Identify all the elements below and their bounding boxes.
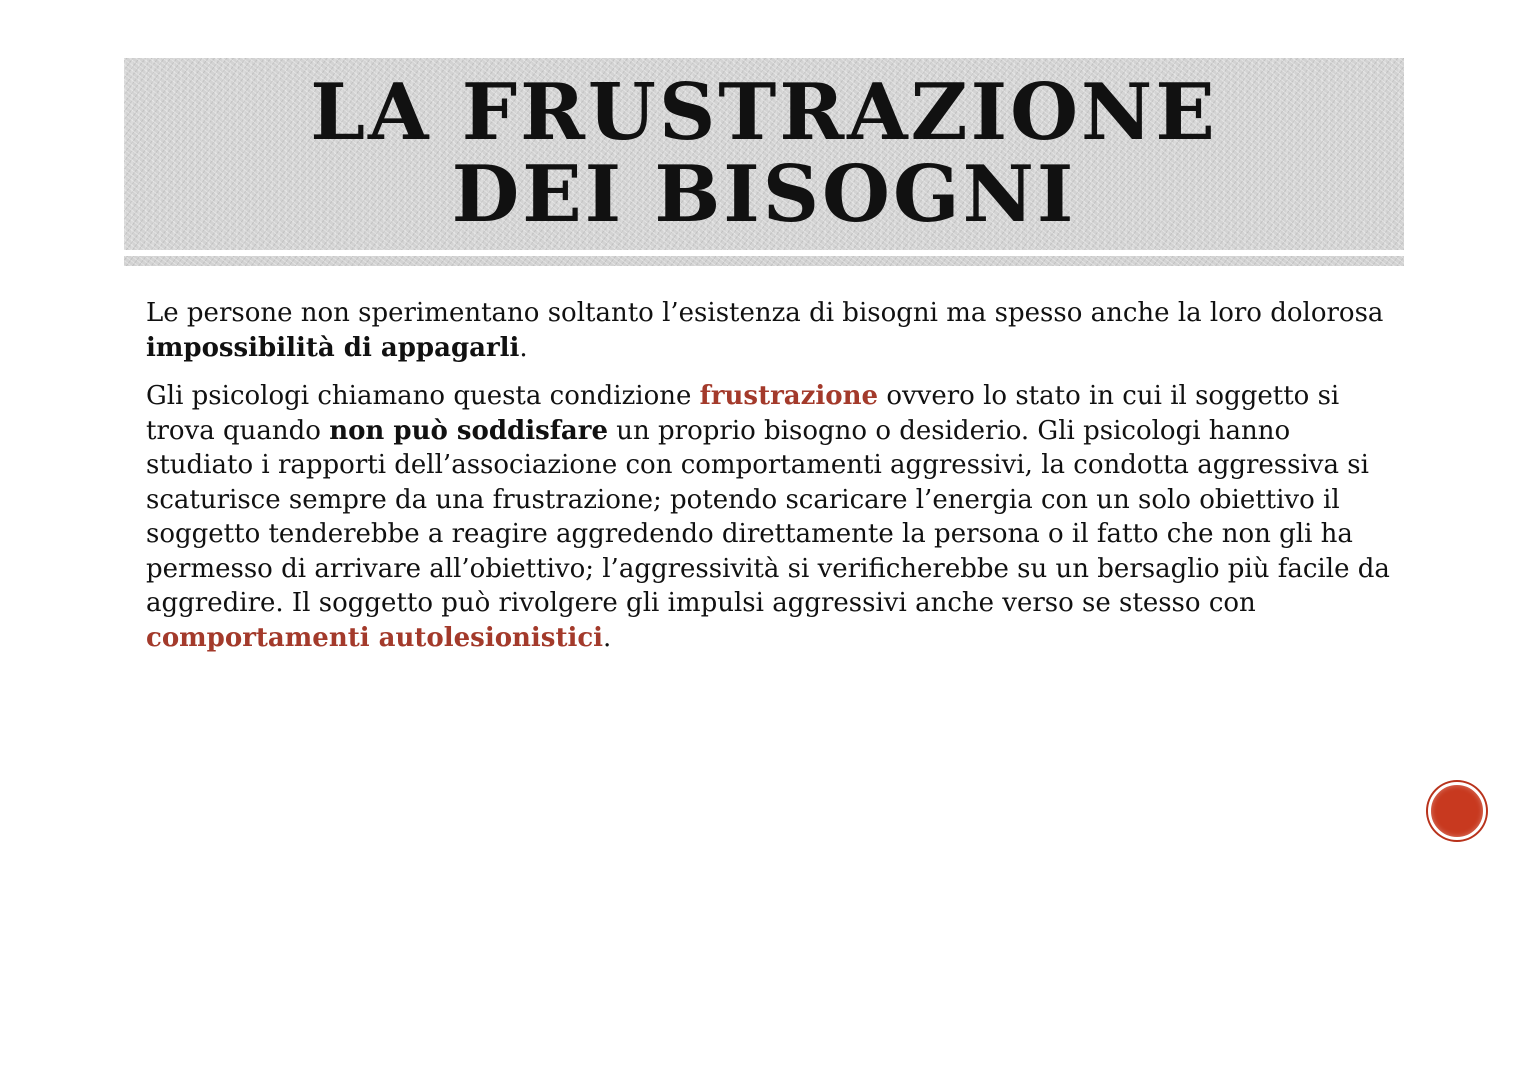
slide-title: LA FRUSTRAZIONE DEI BISOGNI xyxy=(310,67,1218,240)
title-band xyxy=(124,58,1404,250)
paragraph-intro-text: Le persone non sperimentano soltanto l’esistenza di bisogni ma spesso anche la loro dolorosa xyxy=(146,298,1384,328)
highlight-comportamenti-autolesionistici: comportamenti autolesionistici xyxy=(146,622,604,653)
paragraph-intro-bold: impossibilità di appagarli xyxy=(146,332,520,363)
bold-non-puo-soddisfare: non può soddisfare xyxy=(329,415,608,446)
paragraph-frustration xyxy=(146,379,1396,655)
paragraph-frustration-text-1: Gli psicologi chiamano questa condizione xyxy=(146,381,700,411)
slide-body xyxy=(146,296,1396,669)
paragraph-frustration-text-2: ovvero lo stato in cui il soggetto si trova quando xyxy=(146,381,1340,446)
next-slide-circle-icon[interactable] xyxy=(1428,782,1486,840)
paragraph-frustration-text-3: un proprio bisogno o desiderio. Gli psicologi hanno studiato i rapporti dell’associazione con comportamenti aggressivi, la condotta aggressiva si scaturisce sempre da una frustrazione; potendo scaricare l’energia con un solo obiettivo il soggetto tenderebbe a reagire aggredendo direttamente la persona o il fatto che non gli ha permesso di arrivare all’obiettivo; l’aggressività si verificherebbe su un bersaglio più facile da aggredire. Il soggetto può rivolgere gli impulsi aggressivi anche verso se stesso con xyxy=(146,415,1390,618)
paragraph-intro-end: . xyxy=(519,332,528,363)
highlight-frustrazione: frustrazione xyxy=(699,381,879,411)
paragraph-frustration-end: . xyxy=(603,622,612,653)
title-divider xyxy=(124,256,1404,266)
paragraph-intro xyxy=(146,296,1396,365)
